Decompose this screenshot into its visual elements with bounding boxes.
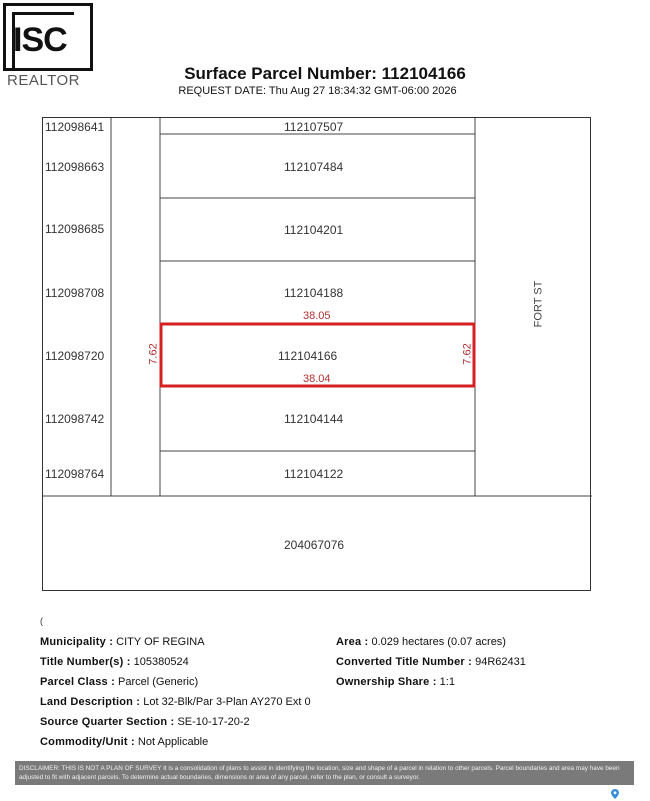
title-number-label: Title Number(s) :	[40, 656, 131, 668]
commodity-value: Not Applicable	[137, 736, 209, 748]
bottom-parcel-label: 204067076	[284, 538, 345, 552]
disclaimer-banner: DISCLAIMER: THIS IS NOT A PLAN OF SURVEY It is a consolidation of plans to assist in identifying the location, size and shape of a parcel in relation to other parcels. Parcel boundaries and area may have been adjusted to fit with adjacent parcels. To determine actual boundaries, dimensions or area of any parcel, refer to the plan, or consult a surveyor.	[15, 761, 634, 785]
land-description-value: Lot 32-Blk/Par 3-Plan AY270 Ext 0	[143, 696, 311, 708]
municipality-label: Municipality :	[40, 636, 114, 648]
title-number-row	[40, 656, 189, 668]
land-description-row	[40, 696, 311, 708]
area-label: Area :	[336, 636, 369, 648]
area-row	[336, 636, 506, 648]
converted-title-row	[336, 656, 526, 668]
parcel-class-row	[40, 676, 198, 688]
dimension-left: 7.62	[147, 343, 160, 365]
page-title: Surface Parcel Number: 112104166	[184, 64, 466, 83]
dimension-bottom: 38.04	[303, 373, 331, 385]
source-quarter-row	[40, 716, 250, 728]
left-parcel-label: 112098685	[45, 222, 105, 236]
commodity-row	[40, 736, 208, 748]
ownership-row	[336, 676, 455, 688]
municipality-value: CITY OF REGINA	[116, 636, 205, 648]
stray-mark: (	[40, 616, 43, 626]
parcel-class-value: Parcel (Generic)	[118, 676, 199, 688]
logo-isc-text: ISC	[13, 21, 67, 59]
ownership-label: Ownership Share :	[336, 676, 437, 688]
title-number-value: 105380524	[133, 656, 189, 668]
left-parcel-label: 112098708	[45, 286, 105, 300]
source-quarter-value: SE-10-17-20-2	[177, 716, 250, 728]
parcel-label: 112104188	[284, 286, 344, 300]
municipality-row	[40, 636, 205, 648]
map-pin-icon[interactable]	[611, 789, 619, 801]
area-value: 0.029 hectares (0.07 acres)	[371, 636, 506, 648]
parcel-label: 112104144	[284, 412, 344, 426]
converted-title-label: Converted Title Number :	[336, 656, 473, 668]
left-parcel-label: 112098742	[45, 412, 105, 426]
left-parcel-label: 112098720	[45, 349, 105, 363]
parcel-label: 112107484	[284, 160, 344, 174]
commodity-label: Commodity/Unit :	[40, 736, 135, 748]
ownership-value: 1:1	[439, 676, 455, 688]
left-parcel-label: 112098663	[45, 160, 105, 174]
parcel-map	[42, 117, 591, 591]
parcel-label: 112104122	[284, 467, 344, 481]
left-parcel-label: 112098641	[45, 120, 105, 134]
source-quarter-label: Source Quarter Section :	[40, 716, 175, 728]
left-parcel-label: 112098764	[45, 467, 105, 481]
dimension-top: 38.05	[303, 310, 331, 322]
selected-parcel-label: 112104166	[278, 349, 338, 363]
converted-title-value: 94R62431	[475, 656, 526, 668]
logo-realtor-text: REALTOR	[7, 72, 80, 89]
street-label: FORT ST	[532, 280, 545, 328]
parcel-label: 112104201	[284, 223, 344, 237]
parcel-class-label: Parcel Class :	[40, 676, 115, 688]
parcel-label: 112107507	[284, 120, 344, 134]
dimension-right: 7.62	[461, 343, 474, 365]
request-date: REQUEST DATE: Thu Aug 27 18:34:32 GMT-06:00 2026	[178, 85, 457, 97]
land-description-label: Land Description :	[40, 696, 141, 708]
